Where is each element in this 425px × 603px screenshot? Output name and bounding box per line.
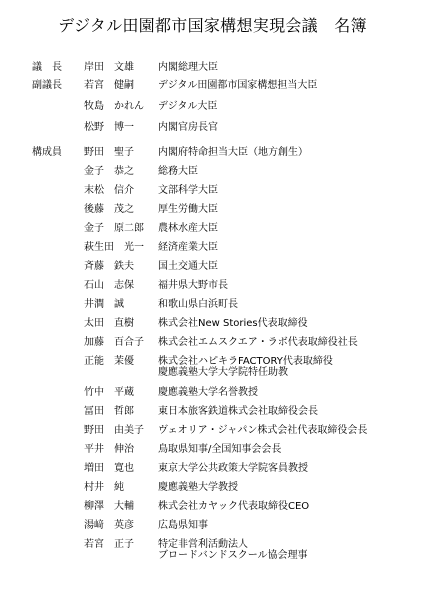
member-name: 斉藤 鉄夫 — [84, 261, 134, 272]
member-post: 文部科学大臣 — [158, 185, 218, 196]
member-post: 株式会社ハピキラFACTORY代表取締役 — [158, 356, 333, 367]
member-post: 内閣官房長官 — [158, 122, 218, 133]
member-post: 福井県大野市長 — [158, 280, 228, 291]
member-role: 構成員 — [32, 147, 62, 158]
member-name: 若宮 正子 — [84, 539, 134, 550]
member-post-line2: ブロードバンドスクール協会理事 — [158, 550, 308, 561]
member-name: 松野 博一 — [84, 122, 134, 133]
member-post: 農林水産大臣 — [158, 223, 218, 234]
member-post: 株式会社New Stories代表取締役 — [158, 318, 308, 329]
member-name: 正能 茉優 — [84, 356, 134, 367]
member-name: 野田 聖子 — [84, 147, 134, 158]
member-name: 柳澤 大輔 — [84, 501, 134, 512]
member-name: 若宮 健嗣 — [84, 80, 134, 91]
member-post: 総務大臣 — [158, 166, 198, 177]
member-post: 内閣府特命担当大臣（地方創生） — [158, 147, 308, 158]
member-post: 慶應義塾大学名誉教授 — [158, 387, 258, 398]
member-name: 石山 志保 — [84, 280, 134, 291]
page-title: デジタル田園都市国家構想実現会議 名簿 — [58, 16, 367, 35]
member-name: 後藤 茂之 — [84, 204, 134, 215]
member-name: 村井 純 — [84, 482, 124, 493]
member-post: 和歌山県白浜町長 — [158, 299, 238, 310]
member-name: 野田 由美子 — [84, 425, 144, 436]
member-post: 広島県知事 — [158, 520, 208, 531]
member-post: 特定非営利活動法人 — [158, 539, 248, 550]
member-post: デジタル大臣 — [158, 101, 218, 112]
member-name: 牧島 かれん — [84, 101, 144, 112]
member-name: 太田 直樹 — [84, 318, 134, 329]
member-name: 萩生田 光一 — [84, 242, 144, 253]
member-name: 増田 寛也 — [84, 463, 134, 474]
member-post: 株式会社カヤック代表取締役CEO — [158, 501, 310, 512]
member-post: 経済産業大臣 — [158, 242, 218, 253]
member-name: 加藤 百合子 — [84, 337, 144, 348]
member-post: デジタル田園都市国家構想担当大臣 — [158, 80, 318, 91]
member-post: 東日本旅客鉄道株式会社取締役会長 — [158, 406, 318, 417]
member-post: 鳥取県知事/全国知事会会長 — [158, 444, 282, 455]
member-post-line2: 慶應義塾大学大学院特任助教 — [158, 367, 288, 378]
member-name: 冨田 哲郎 — [84, 406, 134, 417]
member-name: 竹中 平蔵 — [84, 387, 134, 398]
member-name: 平井 伸治 — [84, 444, 134, 455]
member-name: 岸田 文雄 — [84, 62, 134, 73]
member-role: 副議長 — [32, 80, 62, 91]
member-post: 株式会社エムスクエア・ラボ代表取締役社長 — [158, 337, 358, 348]
member-post: 厚生労働大臣 — [158, 204, 218, 215]
member-name: 金子 原二郎 — [84, 223, 144, 234]
member-post: 慶應義塾大学教授 — [158, 482, 238, 493]
member-name: 井澗 誠 — [84, 299, 124, 310]
member-post: 東京大学公共政策大学院客員教授 — [158, 463, 308, 474]
member-post: 内閣総理大臣 — [158, 62, 218, 73]
member-role: 議 長 — [32, 62, 62, 73]
member-name: 末松 信介 — [84, 185, 134, 196]
member-name: 金子 恭之 — [84, 166, 134, 177]
member-post: ヴェオリア・ジャパン株式会社代表取締役会長 — [158, 425, 368, 436]
member-name: 湯﨑 英彦 — [84, 520, 134, 531]
member-post: 国土交通大臣 — [158, 261, 218, 272]
